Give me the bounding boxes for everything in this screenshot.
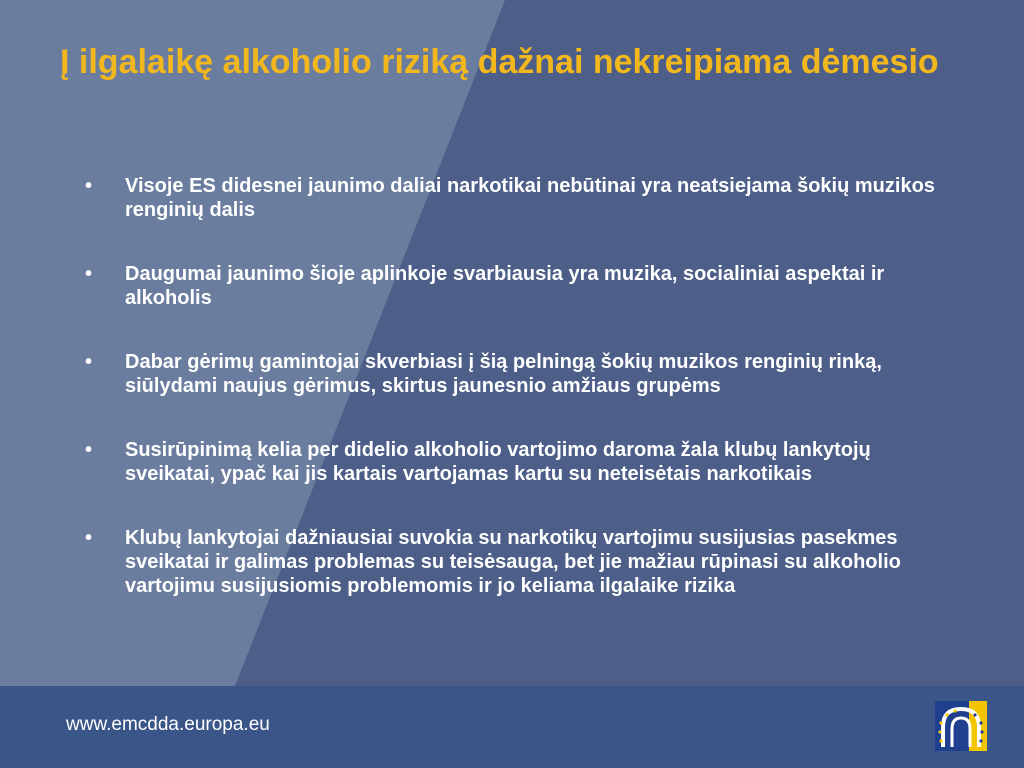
bullet-dot: • [85, 351, 93, 373]
bullet-dot: • [85, 175, 93, 197]
bullet-text: Daugumai jaunimo šioje aplinkoje svarbiausia yra muzika, socialiniai aspektai ir alkoholis [125, 263, 885, 309]
bullet-item [85, 174, 935, 222]
bullet-list [85, 174, 935, 638]
bullet-item [85, 262, 935, 310]
emcdda-logo-icon [935, 701, 987, 751]
bullet-item [85, 438, 935, 486]
bullet-dot: • [85, 527, 93, 549]
bullet-dot: • [85, 263, 93, 285]
bullet-text: Susirūpinimą kelia per didelio alkoholio vartojimo daroma žala klubų lankytojų sveikatai, ypač kai jis kartais vartojamas kartu su neteisėtais narkotikais [125, 439, 871, 485]
footer-url-link[interactable]: www.emcdda.europa.eu [66, 714, 270, 735]
bullet-text: Dabar gėrimų gamintojai skverbiasi į šią pelningą šokių muzikos renginių rinką, siūlydami naujus gėrimus, skirtus jaunesnio amžiaus grupėms [125, 351, 882, 397]
slide-title: Į ilgalaikę alkoholio riziką dažnai nekreipiama dėmesio [60, 43, 939, 81]
bullet-text: Klubų lankytojai dažniausiai suvokia su narkotikų vartojimu susijusias pasekmes sveikatai ir galimas problemas su teisėsauga, bet jie mažiau rūpinasi su alkoholio vartojimu susijusiomis problemomis ir jo keliama ilgalaike rizika [125, 527, 901, 597]
footer-bar [0, 686, 1024, 768]
bullet-item [85, 526, 935, 598]
bullet-dot: • [85, 439, 93, 461]
bullet-item [85, 350, 935, 398]
bullet-text: Visoje ES didesnei jaunimo daliai narkotikai nebūtinai yra neatsiejama šokių muzikos renginių dalis [125, 175, 935, 221]
